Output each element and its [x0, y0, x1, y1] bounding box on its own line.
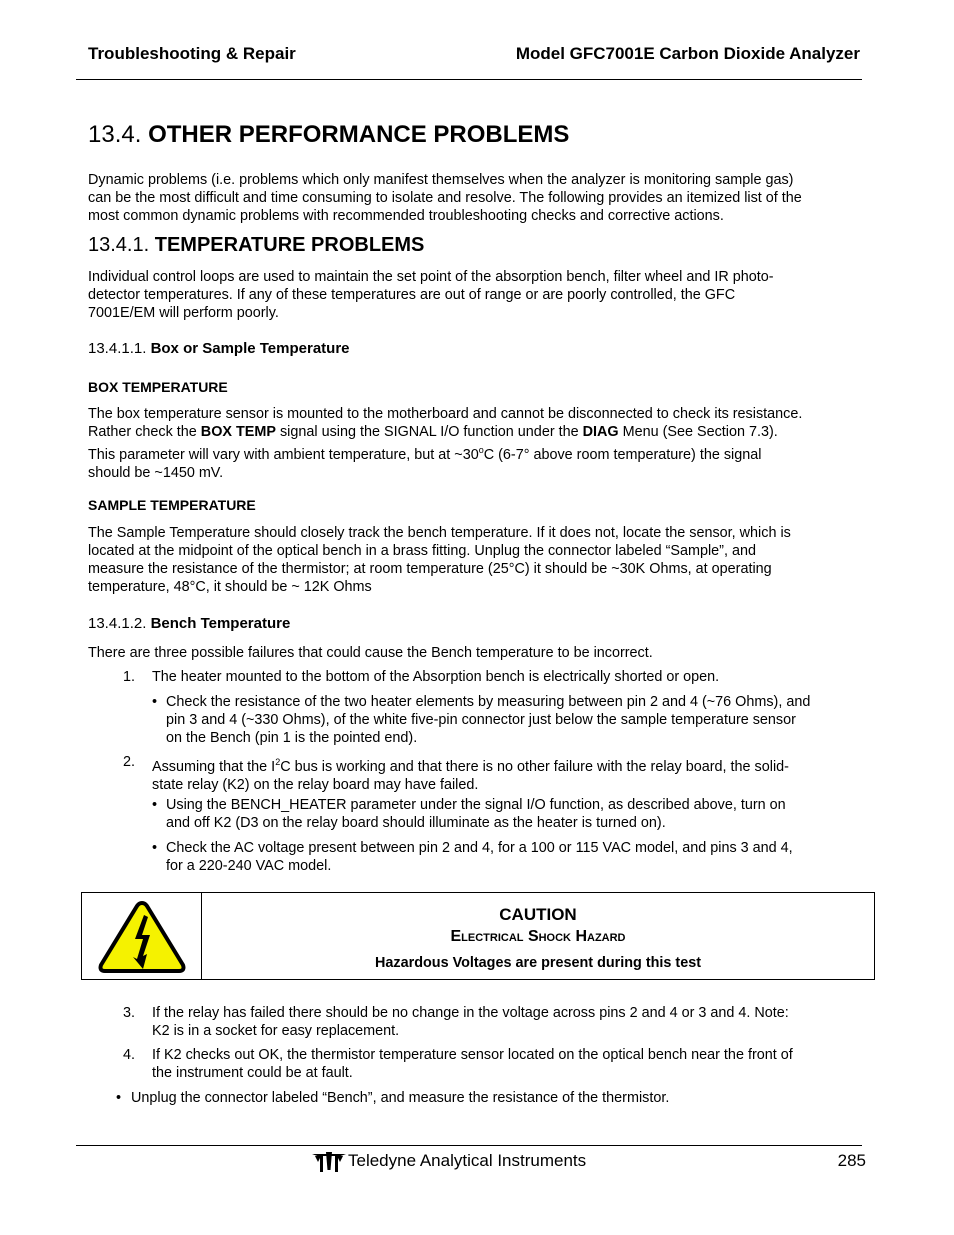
caution-title: CAUTION: [499, 905, 577, 924]
header-right: Model GFC7001E Carbon Dioxide Analyzer: [515, 44, 860, 63]
teledyne-logo-icon: [312, 1152, 346, 1172]
text-line: The box temperature sensor is mounted to the motherboard and cannot be disconnected to check its resistance.: [88, 406, 803, 422]
footer-rule: [76, 1145, 862, 1146]
caution-box: [81, 892, 875, 980]
caution-subtitle: Electrical Shock Hazard: [450, 928, 626, 945]
text-line: 7001E/EM will perform poorly.: [88, 305, 279, 321]
page-number: 285: [837, 1151, 866, 1170]
text-line: state relay (K2) on the relay board may have failed.: [152, 776, 479, 793]
subsection-title-text: TEMPERATURE PROBLEMS: [154, 234, 425, 256]
text-line: Assuming that the $I^2C$ bus is working and that there is no other failure with the relay board, the solid-: [152, 757, 789, 775]
text-line: should be ~1450 mV.: [88, 464, 224, 481]
bullet-item: Unplug the connector labeled “Bench”, and measure the resistance of the thermistor.: [131, 1090, 670, 1106]
text-line: K2 is in a socket for easy replacement.: [152, 1023, 400, 1039]
sample-temperature-heading: SAMPLE TEMPERATURE: [88, 497, 256, 513]
text-line: located at the midpoint of the optical bench in a brass fitting. Unplug the connector labeled “Sample”, and: [88, 543, 756, 559]
bullet-item: [166, 839, 876, 875]
bullet: •: [152, 797, 158, 813]
bullet-item: [166, 796, 876, 832]
bullet: •: [152, 694, 158, 710]
subsubsection-title-text: Bench Temperature: [150, 615, 291, 632]
list-item: The heater mounted to the bottom of the Absorption bench is electrically shorted or open.: [152, 669, 720, 685]
subsection-intro: [88, 268, 878, 322]
bullet-item: [166, 693, 876, 747]
text-line: Check the resistance of the two heater elements by measuring between pin 2 and 4 (~76 Ohms), and: [166, 694, 811, 710]
bullet: •: [152, 840, 158, 856]
section-intro: [88, 171, 878, 225]
header-rule: [76, 79, 862, 80]
box-temperature-text: [88, 405, 878, 482]
text-line: Dynamic problems (i.e. problems which only manifest themselves when the analyzer is monitoring sample gas): [88, 172, 794, 188]
text-line: most common dynamic problems with recommended troubleshooting checks and corrective actions.: [88, 208, 724, 224]
text-line: Using the BENCH_HEATER parameter under the signal I/O function, as described above, turn on: [166, 797, 786, 813]
text-line: Individual control loops are used to maintain the set point of the absorption bench, filter wheel and IR photo-: [88, 269, 774, 285]
text-line: can be the most difficult and time consuming to isolate and resolve. The following provides an itemized list of the: [88, 190, 802, 206]
list-number: 1.: [123, 669, 136, 685]
list-number: 4.: [123, 1047, 136, 1063]
caution-text: Hazardous Voltages are present during this test: [375, 955, 701, 971]
text-line: on the Bench (pin 1 is the pointed end).: [166, 730, 418, 746]
subsubsection-number: 13.4.1.2.: [88, 615, 147, 632]
bench-temperature-title: [88, 615, 290, 632]
list-item: [152, 1004, 872, 1040]
text-line: This parameter will vary with ambient temperature, but at ~30$^o$C (6-7° above room temperature) the signal: [88, 445, 762, 463]
section-number: 13.4.: [88, 121, 142, 148]
text-line: pin 3 and 4 (~330 Ohms), of the white five-pin connector just below the sample temperature sensor: [166, 712, 796, 728]
list-number: 2.: [123, 754, 136, 770]
section-title: [88, 121, 569, 149]
subsubsection-title-text: Box or Sample Temperature: [150, 340, 350, 357]
list-item: [152, 753, 872, 794]
text-line: measure the resistance of the thermistor; at room temperature (25°C) it should be ~30K Ohms, at operating: [88, 561, 772, 577]
text-line: and off K2 (D3 on the relay board should illuminate as the heater is turned on).: [166, 815, 666, 831]
sample-temperature-text: [88, 524, 878, 596]
header-left: Troubleshooting & Repair: [88, 44, 296, 63]
subsection-title: [88, 234, 424, 257]
text-line: Rather check the BOX TEMP signal using the SIGNAL I/O function under the DIAG Menu (See Section 7.3).: [88, 424, 778, 440]
text-line: Check the AC voltage present between pin 2 and 4, for a 100 or 115 VAC model, and pins 3 and 4,: [166, 840, 793, 856]
bench-intro: There are three possible failures that could cause the Bench temperature to be incorrect.: [88, 645, 653, 661]
footer-company: Teledyne Analytical Instruments: [348, 1151, 587, 1170]
text-line: the instrument could be at fault.: [152, 1065, 353, 1081]
bullet: •: [116, 1090, 122, 1106]
text-line: detector temperatures. If any of these temperatures are out of range or are poorly controlled, the GFC: [88, 287, 736, 303]
box-temperature-heading: BOX TEMPERATURE: [88, 379, 228, 395]
text-line: If K2 checks out OK, the thermistor temperature sensor located on the optical bench near the front of: [152, 1047, 793, 1063]
subsection-number: 13.4.1.: [88, 234, 150, 256]
list-number: 3.: [123, 1005, 136, 1021]
text-line: The Sample Temperature should closely track the bench temperature. If it does not, locate the sensor, which is: [88, 525, 791, 541]
subsubsection-number: 13.4.1.1.: [88, 340, 147, 357]
subsubsection-title: [88, 340, 350, 357]
text-line: for a 220-240 VAC model.: [166, 858, 332, 874]
list-item: [152, 1046, 872, 1082]
section-title-text: OTHER PERFORMANCE PROBLEMS: [148, 121, 570, 148]
electrical-hazard-icon: [97, 899, 187, 975]
text-line: temperature, 48°C, it should be ~ 12K Ohms: [88, 579, 372, 595]
text-line: If the relay has failed there should be no change in the voltage across pins 2 and 4 or 3 and 4. Note:: [152, 1005, 789, 1021]
